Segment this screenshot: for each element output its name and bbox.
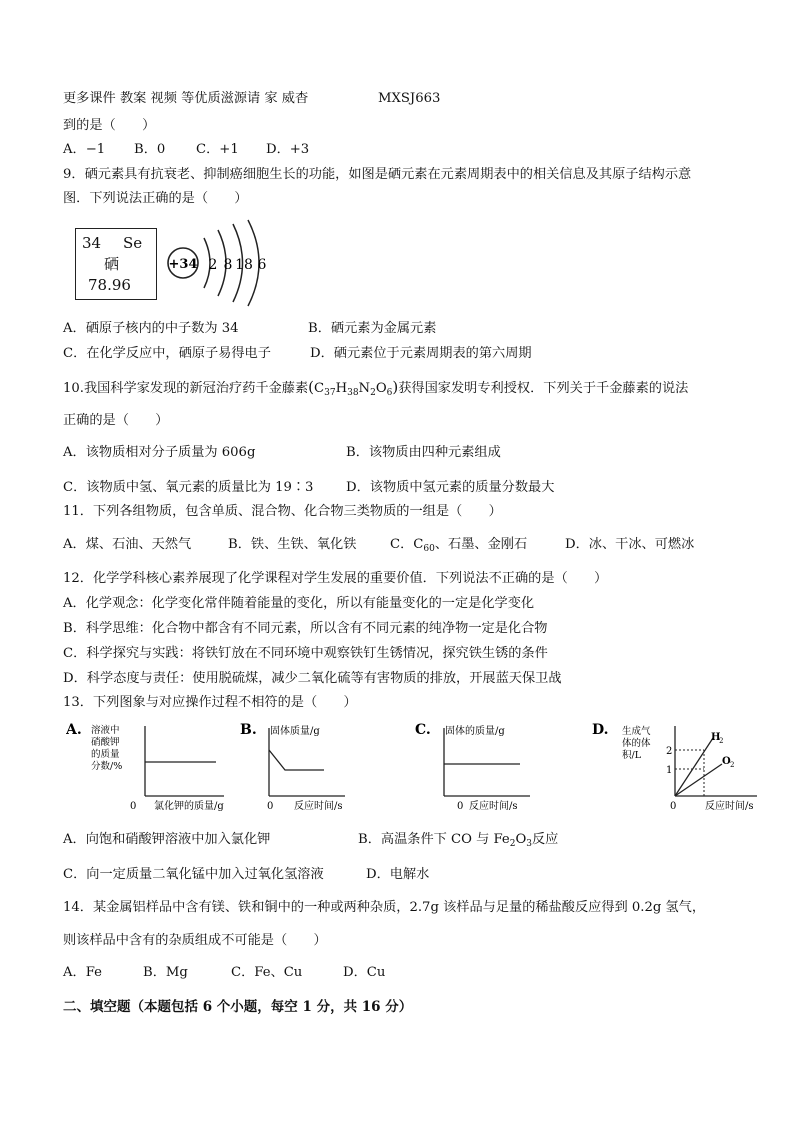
q13-option-d: D．电解水: [366, 867, 430, 882]
shell-electrons-1: 2: [208, 257, 218, 273]
q10-stem-line1: 10.我国科学家发现的新冠治疗药千金藤素$(C_{37}H_{38}N_2O_6)$获得国家发明专利授权．下列关于千金藤素的说法: [63, 378, 689, 398]
graph-b-curve: [269, 750, 324, 770]
graph-d-origin: 0: [670, 801, 677, 812]
q8-option-a: A．−1: [63, 142, 106, 157]
q9-option-c: C．在化学反应中，硒原子易得电子: [63, 346, 271, 361]
graph-a-xlabel: 氯化钾的质量/g: [154, 801, 224, 812]
q10-option-c: C．该物质中氢、氧元素的质量比为 19∶3: [63, 480, 314, 495]
shell-electrons-2: 8: [223, 257, 233, 273]
q9-stem-line2: 图．下列说法正确的是（ ）: [63, 191, 248, 206]
graph-d-ylabel-3: 积/L: [622, 750, 642, 761]
q13-option-b: [358, 831, 558, 853]
graph-d-h2-line: [675, 738, 713, 796]
atomic-number: 34: [82, 234, 102, 252]
formula-o-sub: 6: [386, 388, 393, 398]
graph-a-letter: A.: [66, 722, 82, 738]
graph-c: [415, 718, 575, 812]
q8-option-d: D．+3: [266, 142, 310, 157]
graph-b-letter: B.: [240, 722, 257, 738]
graph-d-ylabel-2: 体的体: [622, 738, 651, 749]
graph-d-h2-sub: 2: [719, 737, 724, 745]
q8-option-b: B．0: [134, 142, 166, 157]
q14-option-c: C．Fe、Cu: [231, 965, 303, 980]
graph-b: [240, 718, 390, 812]
q14-option-d: D．Cu: [343, 965, 386, 980]
graph-d-tick-2: 2: [666, 746, 673, 757]
q10-suffix: 获得国家发明专利授权．下列关于千金藤素的说法: [398, 381, 689, 396]
formula-n-sub: 2: [370, 388, 376, 398]
header-left: 更多课件 教案 视频 等优质滋源请 家 威杳: [63, 91, 309, 106]
element-name: 硒: [104, 255, 120, 273]
graph-d-o2-label: O: [722, 756, 731, 767]
graph-b-origin: 0: [267, 801, 274, 812]
q9-option-d: D．硒元素位于元素周期表的第六周期: [310, 346, 532, 361]
q11-option-c: [390, 536, 527, 558]
q10-option-b: B．该物质由四种元素组成: [346, 445, 501, 460]
graph-c-ylabel: 固体的质量/g: [445, 726, 505, 737]
atom-structure-diagram: [160, 214, 280, 310]
q11-option-b: B．铁、生铁、氧化铁: [228, 537, 357, 552]
graph-d-o2-line: [675, 764, 722, 796]
q12-option-b: B．科学思维：化合物中都含有不同元素，所以含有不同元素的纯净物一定是化合物: [63, 621, 548, 636]
graph-a-ylabel-4: 分数/%: [91, 761, 123, 772]
q13-b-mid: O: [515, 832, 527, 847]
graph-a-ylabel-3: 的质量: [91, 749, 120, 760]
graph-c-xlabel: 反应时间/s: [469, 801, 518, 812]
graph-d-xlabel: 反应时间/s: [705, 801, 754, 812]
q13-stem: 13．下列图象与对应操作过程不相符的是（ ）: [63, 695, 357, 710]
formula-c-sub: 37: [324, 388, 336, 398]
q12-option-d: D．科学态度与责任：使用脱硫煤，减少二氧化硫等有害物质的排放，开展蓝天保卫战: [63, 671, 562, 686]
graph-d: [592, 718, 772, 812]
element-symbol: Se: [123, 234, 143, 252]
graph-d-ylabel-1: 生成气: [622, 726, 651, 737]
graph-b-ylabel: 固体质量/g: [270, 726, 320, 737]
formula-o: O: [375, 381, 387, 396]
q10-prefix: 10.我国科学家发现的新冠治疗药千金藤素: [63, 381, 309, 396]
q12-option-c: C．科学探究与实践：将铁钉放在不同环境中观察铁钉生锈情况，探究铁生锈的条件: [63, 646, 548, 661]
graph-d-h2-label: H: [711, 732, 721, 743]
shell-electrons-3: 18: [235, 257, 253, 273]
graph-a: [66, 718, 246, 812]
formula-h-sub: 38: [347, 388, 359, 398]
shell-electrons-4: 6: [257, 257, 267, 273]
q10-option-a: A．该物质相对分子质量为 606g: [63, 445, 256, 460]
q11-c-prefix: C．C: [390, 537, 424, 552]
graph-d-letter: D.: [592, 722, 609, 738]
q13-option-c: C．向一定质量二氧化锰中加入过氧化氢溶液: [63, 867, 324, 882]
q14-option-b: B．Mg: [143, 965, 188, 980]
q11-c-suffix: 、石墨、金刚石: [434, 537, 528, 552]
formula-c: C: [314, 381, 325, 396]
q11-option-a: A．煤、石油、天然气: [63, 537, 192, 552]
q11-c-sub: 60: [423, 544, 435, 554]
q9-option-a: A．硒原子核内的中子数为 34: [63, 321, 239, 336]
q10-option-d: D．该物质中氢元素的质量分数最大: [346, 480, 555, 495]
graph-b-xlabel: 反应时间/s: [294, 801, 343, 812]
q9-stem-line1: 9．硒元素具有抗衰老、抑制癌细胞生长的功能，如图是硒元素在元素周期表中的相关信息及其原子结构示意: [63, 167, 692, 182]
q14-stem-line1: 14．某金属铝样品中含有镁、铁和铜中的一种或两种杂质，2.7g 该样品与足量的稀盐酸反应得到 0.2g 氢气，: [63, 900, 706, 915]
q8-option-c: C．+1: [196, 142, 239, 157]
section-title: 二、填空题（本题包括 6 个小题，每空 1 分，共 16 分）: [63, 999, 413, 1015]
graph-d-o2-sub: 2: [730, 761, 735, 769]
graph-a-ylabel-2: 硝酸钾: [91, 737, 120, 748]
formula-n: N: [358, 381, 371, 396]
q14-option-a: A．Fe: [63, 965, 102, 980]
q12-option-a: A．化学观念：化学变化常伴随着能量的变化，所以有能量变化的一定是化学变化: [63, 596, 535, 611]
q10-stem-line2: 正确的是（ ）: [63, 413, 169, 428]
formula-h: H: [335, 381, 348, 396]
q13-b-prefix: B．高温条件下 CO 与 Fe: [358, 832, 510, 847]
q9-option-b: B．硒元素为金属元素: [308, 321, 437, 336]
q11-option-d: D．冰、干冰、可燃冰: [565, 537, 695, 552]
graph-d-tick-1: 1: [666, 765, 673, 776]
graph-a-origin: 0: [130, 801, 137, 812]
q13-option-a: A．向饱和硝酸钾溶液中加入氯化钾: [63, 832, 271, 847]
q11-stem: 11．下列各组物质，包含单质、混合物、化合物三类物质的一组是（ ）: [63, 504, 502, 519]
q14-stem-line2: 则该样品中含有的杂质组成不可能是（ ）: [63, 933, 327, 948]
q8-tail: 到的是（ ）: [63, 118, 156, 133]
graph-c-origin: 0: [457, 801, 464, 812]
graph-a-ylabel-1: 溶液中: [91, 725, 120, 736]
q13-b-suffix: 反应: [532, 832, 559, 847]
periodic-table-cell: [75, 228, 157, 300]
graph-c-letter: C.: [415, 722, 431, 738]
q12-stem: 12．化学学科核心素养展现了化学课程对学生发展的重要价值．下列说法不正确的是（ ）: [63, 571, 608, 586]
q13-b-sub2: 3: [526, 839, 532, 849]
nucleus-charge: +34: [168, 257, 198, 272]
q13-b-sub1: 2: [509, 839, 516, 849]
atomic-mass: 78.96: [88, 276, 131, 294]
header-code: MXSJ663: [378, 91, 441, 106]
header-text: [63, 90, 308, 108]
